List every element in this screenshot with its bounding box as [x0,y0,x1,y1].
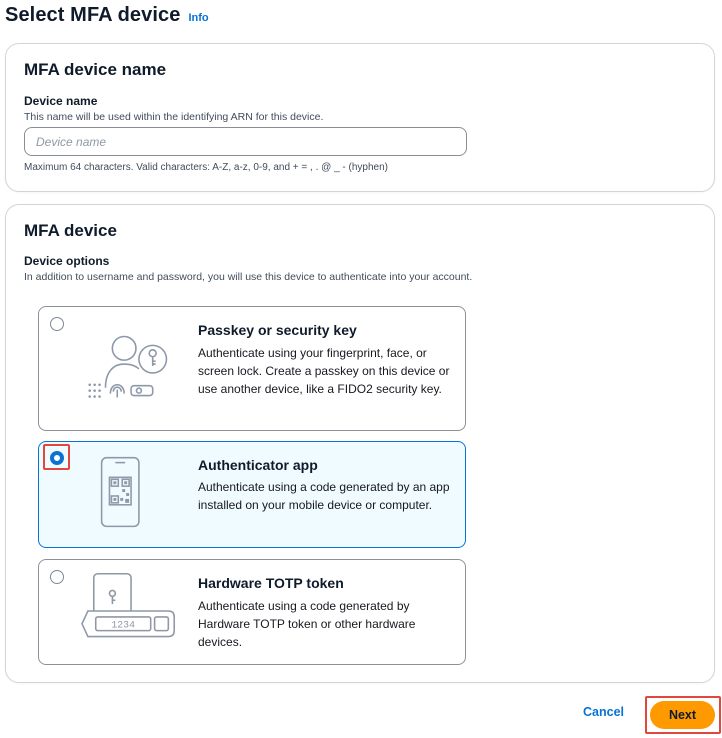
cancel-button[interactable]: Cancel [583,705,624,719]
option-title: Authenticator app [198,457,318,473]
info-link[interactable]: Info [188,12,209,24]
device-options-description: In addition to username and password, you will use this device to authenticate into your account. [24,271,473,283]
option-description: Authenticate using a code generated by an app installed on your mobile device or computer. [198,480,450,512]
device-name-container [5,43,715,192]
option-title: Passkey or security key [198,322,357,338]
authenticator-app-illustration [79,442,189,547]
token-display-text: 1234 [111,619,135,631]
radio-hardware-totp[interactable] [50,570,64,584]
device-name-description: This name will be used within the identifying ARN for this device. [24,111,324,123]
option-description: Authenticate using a code generated by Hardware TOTP token or other hardware devices. [198,599,416,649]
section-title: MFA device [24,221,117,240]
mfa-device-container [5,204,715,683]
device-name-constraint: Maximum 64 characters. Valid characters: A-Z, a-z, 0-9, and + = , . @ _ - (hyphen) [24,162,388,173]
radio-passkey[interactable] [50,317,64,331]
page-header [5,4,209,27]
radio-authenticator-app[interactable] [50,451,64,465]
option-description: Authenticate using your fingerprint, face, or screen lock. Create a passkey on this device or use another device, like a FIDO2 security key. [198,346,450,396]
passkey-illustration [79,307,189,430]
device-name-input[interactable] [24,127,467,156]
device-name-label: Device name [24,94,98,108]
option-authenticator-app[interactable] [38,441,466,548]
option-hardware-totp[interactable] [38,559,466,665]
page-title: Select MFA device [5,4,181,26]
hardware-token-illustration [79,560,189,664]
next-button[interactable]: Next [650,701,715,729]
device-options-label: Device options [24,254,110,268]
option-title: Hardware TOTP token [198,575,344,591]
option-passkey[interactable] [38,306,466,431]
section-title: MFA device name [24,60,167,79]
